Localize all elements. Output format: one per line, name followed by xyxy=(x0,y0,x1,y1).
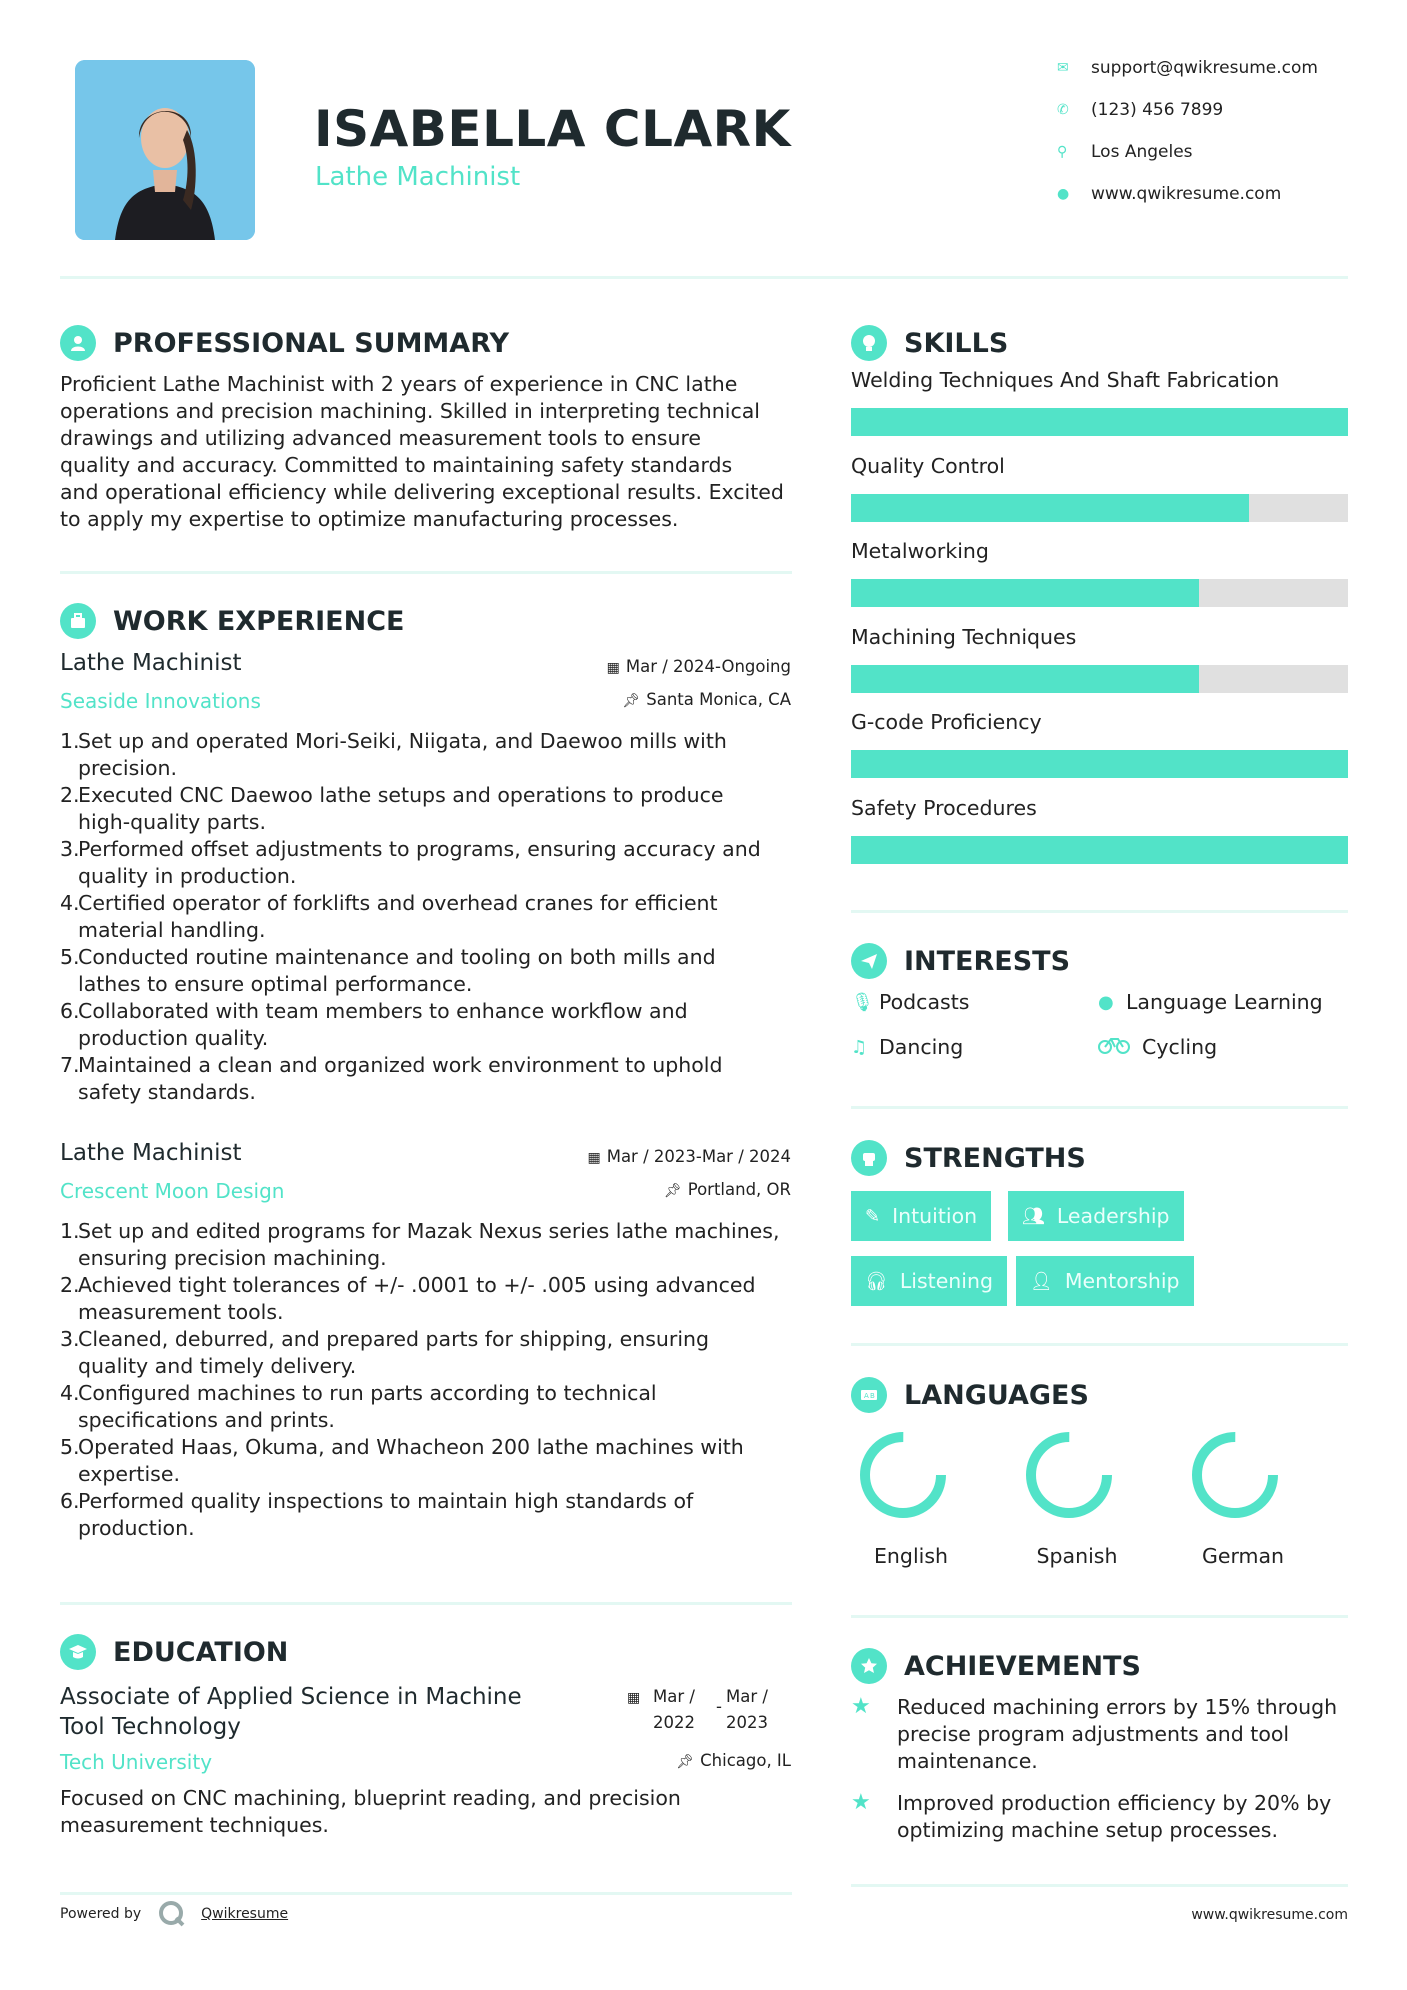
qwikresume-logo-icon xyxy=(157,1899,187,1929)
education-desc xyxy=(60,1785,800,1839)
achievement-line: optimizing machine setup processes. xyxy=(897,1818,1278,1842)
users-icon: 👥︎ xyxy=(1022,1205,1045,1227)
skill-bar xyxy=(851,579,1348,607)
language-label: Spanish xyxy=(1036,1544,1118,1568)
skill-bar-fill xyxy=(851,750,1348,778)
fist-icon xyxy=(851,1140,887,1176)
skill-bar-fill xyxy=(851,665,1199,693)
bullet-line: lathes to ensure optimal performance. xyxy=(78,972,473,996)
job-bullet xyxy=(60,1434,810,1488)
job-bullets xyxy=(60,728,810,1106)
skill-bar-fill xyxy=(851,836,1348,864)
language-label: English xyxy=(873,1544,949,1568)
summary-heading xyxy=(60,325,509,361)
skill-bar xyxy=(851,408,1348,436)
location-text: Los Angeles xyxy=(1091,142,1193,162)
job-bullet xyxy=(60,782,810,836)
bullet-number: 2. xyxy=(60,783,80,807)
school-name: Tech University xyxy=(60,1750,213,1774)
bullet-line: Certified operator of forklifts and overhead cranes for efficient xyxy=(78,891,718,915)
star-icon: ★ xyxy=(851,1790,871,1815)
edu-location-text: Chicago, IL xyxy=(700,1751,791,1770)
bullet-line: Configured machines to run parts according to technical xyxy=(78,1381,657,1405)
bullet-line: production quality. xyxy=(78,1026,269,1050)
education-divider xyxy=(60,1892,792,1895)
bullet-line: Operated Haas, Okuma, and Whacheon 200 lathe machines with xyxy=(78,1435,744,1459)
edu-end-date xyxy=(726,1684,768,1736)
edu-end-month: Mar / xyxy=(726,1687,768,1706)
powered-by xyxy=(60,1899,288,1929)
person-portrait xyxy=(75,60,255,240)
contact-location xyxy=(1057,142,1193,162)
music-note-icon: ♫ xyxy=(851,1036,868,1058)
bullet-number: 3. xyxy=(60,1327,80,1351)
job-date xyxy=(607,657,791,676)
map-pin-icon: ⚲ xyxy=(1057,144,1068,160)
skill-bar-fill xyxy=(851,579,1199,607)
summary-line: and operational efficiency while delivering exceptional results. Excited xyxy=(60,480,784,504)
bullet-number: 6. xyxy=(60,1489,80,1513)
job-title: Lathe Machinist xyxy=(60,650,242,676)
strength-label: Mentorship xyxy=(1064,1269,1180,1293)
magic-wand-icon: ✎ xyxy=(865,1205,881,1227)
interests-heading xyxy=(851,943,1070,979)
website-text: www.qwikresume.com xyxy=(1091,184,1282,204)
edu-desc-line: measurement techniques. xyxy=(60,1813,329,1837)
contact-website[interactable] xyxy=(1057,184,1281,204)
edu-start-month: Mar / xyxy=(653,1687,695,1706)
microphone-icon: 🎙︎ xyxy=(851,991,874,1013)
achievement-item xyxy=(851,1790,1348,1844)
degree-line: Tool Technology xyxy=(60,1714,241,1740)
strengths-divider xyxy=(851,1343,1348,1346)
skill-bar xyxy=(851,665,1348,693)
achievements-heading xyxy=(851,1648,1141,1684)
bullet-number: 1. xyxy=(60,1219,80,1243)
job-bullet xyxy=(60,890,810,944)
pin-icon: 📌︎ xyxy=(676,1754,695,1770)
job-date xyxy=(587,1147,791,1166)
interest-item xyxy=(1098,990,1323,1014)
headphones-icon: 🎧︎ xyxy=(865,1270,888,1292)
achievement-line: precise program adjustments and tool xyxy=(897,1722,1290,1746)
summary-divider xyxy=(60,571,792,574)
edu-end-year: 2023 xyxy=(726,1713,768,1732)
bullet-number: 2. xyxy=(60,1273,80,1297)
candidate-name: ISABELLA CLARK xyxy=(314,100,791,158)
bullet-line: quality and timely delivery. xyxy=(78,1354,357,1378)
strength-chip xyxy=(1016,1256,1194,1306)
bullet-line: precision. xyxy=(78,756,177,780)
degree-line: Associate of Applied Science in Machine xyxy=(60,1684,522,1710)
interest-item xyxy=(851,1035,963,1059)
skill-label: Metalworking xyxy=(851,539,989,563)
summary-line: Proficient Lathe Machinist with 2 years of experience in CNC lathe xyxy=(60,372,738,396)
skill-bar xyxy=(851,750,1348,778)
svg-text:A: A xyxy=(864,1392,869,1400)
bullet-line: Collaborated with team members to enhance workflow and xyxy=(78,999,688,1023)
globe-icon: ● xyxy=(1057,186,1070,202)
calendar-icon: ▦ xyxy=(587,1150,601,1166)
languages-title: LANGUAGES xyxy=(904,1379,1089,1411)
bullet-line: Cleaned, deburred, and prepared parts for shipping, ensuring xyxy=(78,1327,710,1351)
skill-bar-fill xyxy=(851,494,1249,522)
job-bullet xyxy=(60,1272,810,1326)
strengths-title: STRENGTHS xyxy=(904,1142,1086,1174)
bullet-number: 5. xyxy=(60,945,80,969)
powered-by-text: Powered by xyxy=(60,1906,142,1922)
summary-line: drawings and utilizing advanced measurement tools to ensure xyxy=(60,426,702,450)
job-bullet xyxy=(60,728,810,782)
bullet-number: 7. xyxy=(60,1053,80,1077)
pin-icon: 📌︎ xyxy=(663,1183,682,1199)
phone-icon: ✆ xyxy=(1057,102,1069,118)
bullet-line: Set up and operated Mori-Seiki, Niigata, and Daewoo mills with xyxy=(78,729,727,753)
job-company: Crescent Moon Design xyxy=(60,1179,285,1203)
strength-chip xyxy=(851,1191,991,1241)
globe-icon: ● xyxy=(1098,991,1114,1013)
strength-label: Listening xyxy=(899,1269,994,1293)
email-text: support@qwikresume.com xyxy=(1091,58,1318,78)
interest-item xyxy=(1098,1035,1217,1059)
summary-title: PROFESSIONAL SUMMARY xyxy=(113,327,510,359)
paper-plane-icon xyxy=(851,943,887,979)
bullet-line: production. xyxy=(78,1516,195,1540)
skill-bar xyxy=(851,494,1348,522)
contact-phone[interactable] xyxy=(1057,100,1223,120)
skills-title: SKILLS xyxy=(904,327,1009,359)
star-icon: ★ xyxy=(851,1694,871,1719)
bullet-line: safety standards. xyxy=(78,1080,256,1104)
profile-photo xyxy=(75,60,255,240)
skill-label: Safety Procedures xyxy=(851,795,1037,820)
job-location xyxy=(622,690,791,709)
bullet-line: Performed quality inspections to maintain high standards of xyxy=(78,1489,694,1513)
job-title: Lathe Machinist xyxy=(60,1140,242,1166)
summary-line: operations and precision machining. Skilled in interpreting technical xyxy=(60,399,760,423)
skill-bar xyxy=(851,836,1348,864)
bullet-number: 6. xyxy=(60,999,80,1023)
phone-text: (123) 456 7899 xyxy=(1091,100,1224,120)
lightbulb-icon xyxy=(851,325,887,361)
contact-email[interactable] xyxy=(1057,58,1318,78)
user-icon xyxy=(60,325,96,361)
skill-label: G-code Proficiency xyxy=(851,710,1042,734)
footer-url[interactable]: www.qwikresume.com xyxy=(1191,1907,1348,1923)
language-rings xyxy=(851,1425,1348,1525)
job-location-text: Portland, OR xyxy=(687,1180,791,1199)
skill-label: Quality Control xyxy=(851,453,1005,478)
job-bullet xyxy=(60,998,810,1052)
job-location-text: Santa Monica, CA xyxy=(646,690,791,709)
bullet-line: specifications and prints. xyxy=(78,1408,335,1432)
header-divider xyxy=(60,276,1348,279)
skill-label: Welding Techniques And Shaft Fabrication xyxy=(851,368,1280,392)
job-bullet xyxy=(60,1326,810,1380)
bullet-line: quality in production. xyxy=(78,864,297,888)
experience-divider xyxy=(60,1602,792,1605)
education-heading xyxy=(60,1634,288,1670)
interest-label: Podcasts xyxy=(879,990,970,1014)
education-title: EDUCATION xyxy=(113,1636,289,1668)
edu-desc-line: Focused on CNC machining, blueprint reading, and precision xyxy=(60,1786,681,1810)
achievement-line: maintenance. xyxy=(897,1749,1038,1773)
bullet-line: Performed offset adjustments to programs, ensuring accuracy and xyxy=(78,837,761,861)
summary-line: quality and accuracy. Committed to maintaining safety standards xyxy=(60,453,733,477)
strengths-heading xyxy=(851,1140,1086,1176)
experience-title: WORK EXPERIENCE xyxy=(113,605,405,637)
bullet-line: Executed CNC Daewoo lathe setups and operations to produce xyxy=(78,783,724,807)
job-bullet xyxy=(60,1052,810,1106)
job-date-text: Mar / 2024-Ongoing xyxy=(625,657,791,676)
strength-label: Leadership xyxy=(1056,1204,1170,1228)
bullet-line: Maintained a clean and organized work environment to uphold xyxy=(78,1053,723,1077)
graduate-icon xyxy=(60,1634,96,1670)
languages-heading xyxy=(851,1377,1089,1413)
bullet-number: 3. xyxy=(60,837,80,861)
summary-text xyxy=(60,371,800,533)
interest-label: Language Learning xyxy=(1126,990,1323,1014)
interests-divider xyxy=(851,1106,1348,1109)
language-icon xyxy=(851,1377,887,1413)
job-company: Seaside Innovations xyxy=(60,689,261,713)
skills-heading xyxy=(851,325,1008,361)
interest-item xyxy=(851,990,969,1014)
bullet-number: 4. xyxy=(60,891,80,915)
bullet-line: measurement tools. xyxy=(78,1300,284,1324)
bullet-line: ensuring precision machining. xyxy=(78,1246,387,1270)
bullet-line: Conducted routine maintenance and tooling on both mills and xyxy=(78,945,716,969)
experience-heading xyxy=(60,603,404,639)
job-bullets xyxy=(60,1218,810,1542)
language-label: German xyxy=(1201,1544,1285,1568)
bullet-line: material handling. xyxy=(78,918,266,942)
skill-label: Machining Techniques xyxy=(851,624,1077,649)
job-bullet xyxy=(60,944,810,998)
job-bullet xyxy=(60,1380,810,1434)
bullet-line: Set up and edited programs for Mazak Nexus series lathe machines, xyxy=(78,1219,780,1243)
edu-start-year: 2022 xyxy=(653,1713,695,1732)
strength-label: Intuition xyxy=(892,1204,978,1228)
achievement-line: Improved production efficiency by 20% by xyxy=(897,1791,1332,1815)
calendar-icon: ▦ xyxy=(606,660,620,676)
interests-title: INTERESTS xyxy=(904,945,1071,977)
user-plus-icon: 👤︎ xyxy=(1030,1270,1053,1292)
languages-divider xyxy=(851,1615,1348,1618)
award-icon xyxy=(851,1648,887,1684)
achievements-title: ACHIEVEMENTS xyxy=(904,1650,1141,1682)
briefcase-icon xyxy=(60,603,96,639)
strength-chip xyxy=(1008,1191,1184,1241)
skill-bar-fill xyxy=(851,408,1348,436)
edu-date-dash: - xyxy=(716,1697,722,1716)
bullet-line: high-quality parts. xyxy=(78,810,266,834)
summary-line: to apply my expertise to optimize manufacturing processes. xyxy=(60,507,679,531)
skills-divider xyxy=(851,910,1348,913)
candidate-role: Lathe Machinist xyxy=(315,162,521,192)
job-location xyxy=(664,1180,791,1199)
envelope-icon: ✉ xyxy=(1057,60,1069,76)
degree-title xyxy=(60,1682,522,1742)
achievement-line: Reduced machining errors by 15% through xyxy=(897,1695,1338,1719)
bullet-number: 1. xyxy=(60,729,80,753)
achievements-divider xyxy=(851,1884,1348,1887)
interest-label: Dancing xyxy=(879,1035,964,1059)
job-bullet xyxy=(60,836,810,890)
qwikresume-link[interactable]: Qwikresume xyxy=(201,1906,289,1922)
strength-chip xyxy=(851,1256,1007,1306)
bicycle-icon xyxy=(1098,1036,1142,1059)
calendar-icon: ▦ xyxy=(627,1690,641,1706)
edu-location xyxy=(676,1751,791,1770)
bullet-line: Achieved tight tolerances of +/- .0001 to +/- .005 using advanced xyxy=(78,1273,756,1297)
pin-icon: 📌︎ xyxy=(622,693,641,709)
interest-label: Cycling xyxy=(1142,1035,1218,1059)
job-bullet xyxy=(60,1218,810,1272)
bullet-number: 5. xyxy=(60,1435,80,1459)
svg-text:B: B xyxy=(870,1392,875,1400)
bullet-line: expertise. xyxy=(78,1462,180,1486)
bullet-number: 4. xyxy=(60,1381,80,1405)
achievement-item xyxy=(851,1694,1348,1775)
edu-start-date xyxy=(653,1684,695,1736)
job-bullet xyxy=(60,1488,810,1542)
job-date-text: Mar / 2023-Mar / 2024 xyxy=(606,1147,791,1166)
